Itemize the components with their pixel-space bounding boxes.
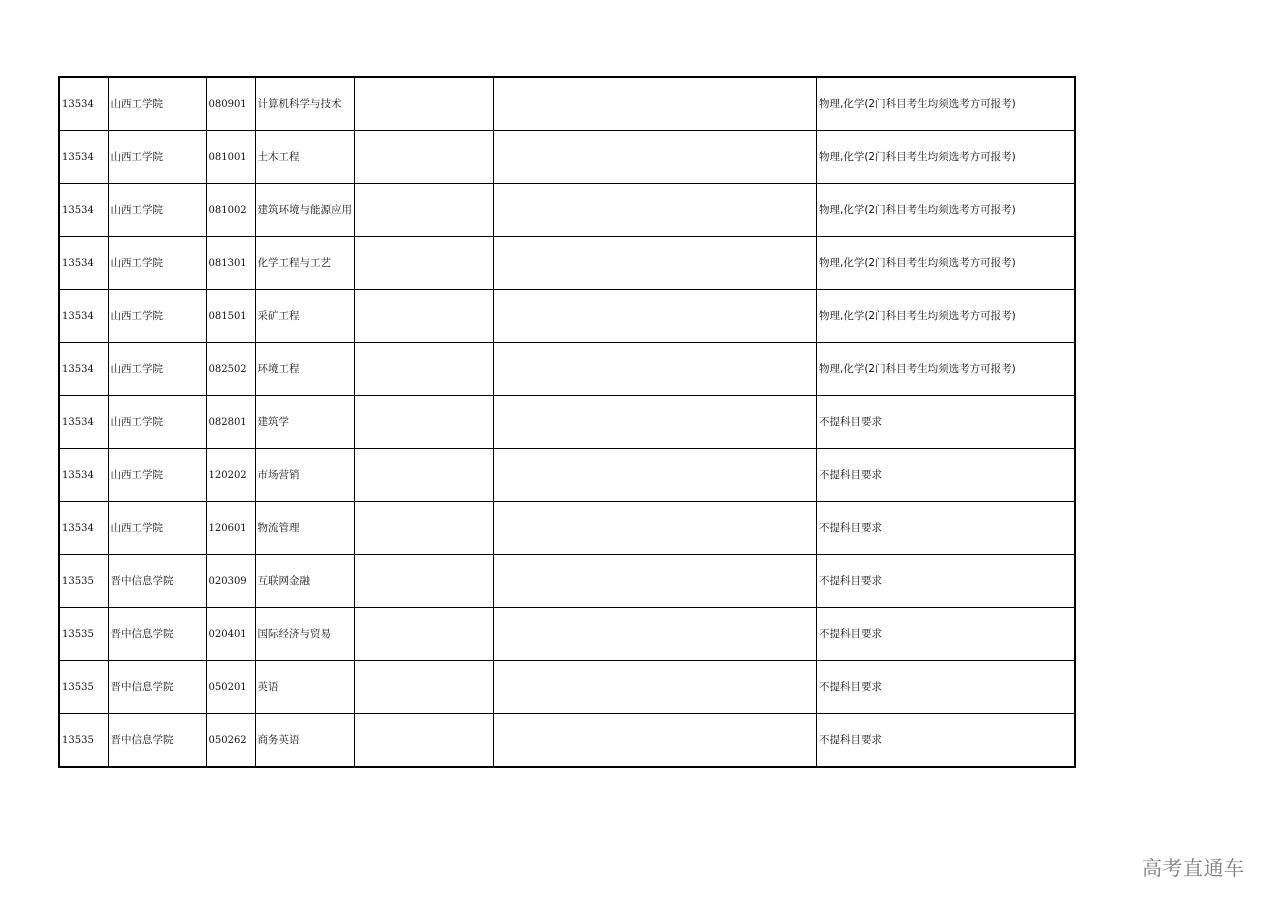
- cell-empty-2: [494, 396, 817, 449]
- table-row: [59, 396, 1075, 449]
- cell-school-code: 13534: [59, 131, 108, 184]
- cell-empty-2: [494, 290, 817, 343]
- cell-empty-2: [494, 502, 817, 555]
- cell-subject-requirement: 不提科目要求: [817, 608, 1075, 661]
- cell-empty-2: [494, 449, 817, 502]
- cell-empty-1: [355, 714, 494, 768]
- table-row: [59, 237, 1075, 290]
- cell-school-code: 13534: [59, 343, 108, 396]
- table-row: [59, 184, 1075, 237]
- cell-subject-requirement: 物理,化学(2门科目考生均须选考方可报考): [817, 237, 1075, 290]
- cell-subject-requirement: 物理,化学(2门科目考生均须选考方可报考): [817, 77, 1075, 131]
- cell-subject-requirement: 不提科目要求: [817, 449, 1075, 502]
- cell-school-name: 晋中信息学院: [108, 661, 206, 714]
- cell-subject-requirement: 物理,化学(2门科目考生均须选考方可报考): [817, 343, 1075, 396]
- cell-empty-1: [355, 502, 494, 555]
- cell-major-code: 120202: [206, 449, 255, 502]
- cell-major-code: 081001: [206, 131, 255, 184]
- cell-school-code: 13534: [59, 290, 108, 343]
- cell-major-name: 建筑学: [255, 396, 355, 449]
- cell-subject-requirement: 不提科目要求: [817, 555, 1075, 608]
- table-row: [59, 343, 1075, 396]
- cell-subject-requirement: 物理,化学(2门科目考生均须选考方可报考): [817, 184, 1075, 237]
- table-row: [59, 77, 1075, 131]
- cell-school-code: 13535: [59, 714, 108, 768]
- subject-requirements-table: [58, 76, 1076, 768]
- cell-major-code: 081301: [206, 237, 255, 290]
- cell-school-name: 山西工学院: [108, 184, 206, 237]
- cell-school-code: 13534: [59, 449, 108, 502]
- cell-empty-2: [494, 184, 817, 237]
- cell-empty-1: [355, 555, 494, 608]
- cell-major-code: 082801: [206, 396, 255, 449]
- table-row: [59, 555, 1075, 608]
- table-row: [59, 290, 1075, 343]
- cell-empty-2: [494, 555, 817, 608]
- cell-empty-2: [494, 77, 817, 131]
- cell-empty-2: [494, 608, 817, 661]
- cell-empty-2: [494, 714, 817, 768]
- cell-empty-1: [355, 661, 494, 714]
- cell-major-code: 020309: [206, 555, 255, 608]
- cell-major-name: 化学工程与工艺: [255, 237, 355, 290]
- cell-school-name: 晋中信息学院: [108, 555, 206, 608]
- cell-empty-2: [494, 343, 817, 396]
- cell-subject-requirement: 物理,化学(2门科目考生均须选考方可报考): [817, 131, 1075, 184]
- cell-school-code: 13534: [59, 184, 108, 237]
- cell-school-name: 山西工学院: [108, 502, 206, 555]
- cell-empty-2: [494, 237, 817, 290]
- cell-major-code: 081002: [206, 184, 255, 237]
- cell-school-name: 山西工学院: [108, 449, 206, 502]
- cell-major-code: 050262: [206, 714, 255, 768]
- cell-subject-requirement: 不提科目要求: [817, 396, 1075, 449]
- cell-empty-1: [355, 343, 494, 396]
- cell-school-name: 山西工学院: [108, 237, 206, 290]
- cell-school-code: 13534: [59, 237, 108, 290]
- cell-empty-1: [355, 290, 494, 343]
- cell-school-code: 13535: [59, 608, 108, 661]
- cell-empty-1: [355, 77, 494, 131]
- cell-subject-requirement: 不提科目要求: [817, 714, 1075, 768]
- cell-major-name: 建筑环境与能源应用: [255, 184, 355, 237]
- cell-major-name: 物流管理: [255, 502, 355, 555]
- table-row: [59, 714, 1075, 768]
- table-row: [59, 608, 1075, 661]
- cell-subject-requirement: 不提科目要求: [817, 661, 1075, 714]
- cell-subject-requirement: 物理,化学(2门科目考生均须选考方可报考): [817, 290, 1075, 343]
- watermark-text: 高考直通车: [1142, 856, 1245, 880]
- cell-school-code: 13534: [59, 396, 108, 449]
- cell-school-name: 山西工学院: [108, 290, 206, 343]
- cell-major-code: 082502: [206, 343, 255, 396]
- cell-school-name: 山西工学院: [108, 343, 206, 396]
- table-row: [59, 502, 1075, 555]
- cell-school-code: 13535: [59, 555, 108, 608]
- cell-school-name: 晋中信息学院: [108, 714, 206, 768]
- cell-major-name: 市场营销: [255, 449, 355, 502]
- table-row: [59, 449, 1075, 502]
- cell-empty-1: [355, 237, 494, 290]
- cell-major-name: 计算机科学与技术: [255, 77, 355, 131]
- cell-empty-1: [355, 449, 494, 502]
- cell-major-name: 国际经济与贸易: [255, 608, 355, 661]
- cell-major-code: 080901: [206, 77, 255, 131]
- cell-empty-2: [494, 661, 817, 714]
- cell-school-code: 13534: [59, 77, 108, 131]
- cell-empty-1: [355, 608, 494, 661]
- cell-school-name: 山西工学院: [108, 77, 206, 131]
- cell-empty-1: [355, 184, 494, 237]
- cell-school-name: 山西工学院: [108, 131, 206, 184]
- cell-empty-1: [355, 131, 494, 184]
- cell-school-name: 山西工学院: [108, 396, 206, 449]
- cell-major-name: 土木工程: [255, 131, 355, 184]
- cell-major-name: 环境工程: [255, 343, 355, 396]
- cell-major-code: 081501: [206, 290, 255, 343]
- cell-major-name: 互联网金融: [255, 555, 355, 608]
- cell-major-code: 120601: [206, 502, 255, 555]
- cell-empty-1: [355, 396, 494, 449]
- cell-school-name: 晋中信息学院: [108, 608, 206, 661]
- table-row: [59, 131, 1075, 184]
- cell-subject-requirement: 不提科目要求: [817, 502, 1075, 555]
- cell-major-code: 050201: [206, 661, 255, 714]
- cell-school-code: 13534: [59, 502, 108, 555]
- cell-major-code: 020401: [206, 608, 255, 661]
- cell-school-code: 13535: [59, 661, 108, 714]
- cell-empty-2: [494, 131, 817, 184]
- cell-major-name: 英语: [255, 661, 355, 714]
- table-row: [59, 661, 1075, 714]
- cell-major-name: 采矿工程: [255, 290, 355, 343]
- cell-major-name: 商务英语: [255, 714, 355, 768]
